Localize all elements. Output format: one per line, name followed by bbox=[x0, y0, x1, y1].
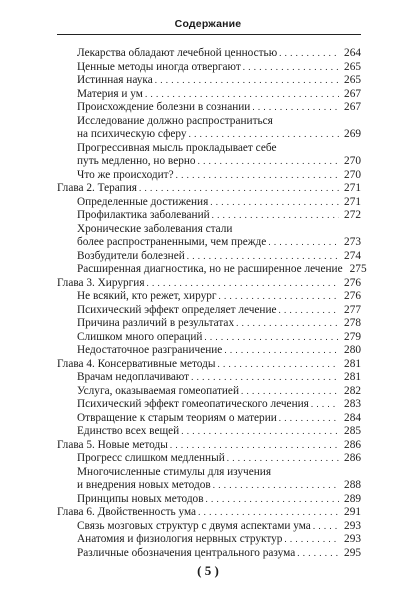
dot-leader bbox=[279, 411, 339, 425]
toc-entry-title: Что же происходит? bbox=[77, 168, 174, 181]
toc-entry-title: Возбудители болезней bbox=[77, 249, 185, 262]
toc-entry-title: Исследование должно распространиться bbox=[77, 114, 273, 127]
toc-section-entry bbox=[77, 141, 361, 155]
toc-section-entry bbox=[77, 465, 361, 479]
toc-entry-page: 276 bbox=[344, 276, 361, 289]
toc-entry-title: Определенные достижения bbox=[77, 195, 209, 208]
toc-entry-title: Причина различий в результатах bbox=[77, 317, 235, 329]
page-number: ( 5 ) bbox=[197, 563, 219, 578]
toc-entry-title: Многочисленные стимулы для изучения bbox=[77, 465, 272, 478]
toc-chapter-entry bbox=[57, 505, 361, 519]
toc-chapter-entry bbox=[57, 438, 361, 452]
toc-chapter-entry bbox=[57, 276, 361, 290]
dot-leader bbox=[279, 303, 339, 317]
toc-entry-title: Различные обозначения центрального разума bbox=[77, 546, 296, 559]
toc-entry-page: 289 bbox=[344, 492, 361, 505]
toc-entry-title: Отвращение к старым теориям о материи bbox=[77, 411, 277, 424]
dot-leader bbox=[155, 73, 339, 87]
toc-section-entry bbox=[77, 87, 361, 101]
toc-section-entry bbox=[77, 46, 361, 60]
toc-section-entry bbox=[77, 316, 361, 330]
toc-section-entry bbox=[77, 451, 361, 465]
page-header-title: Содержание bbox=[174, 18, 242, 30]
toc-entry-page: 267 bbox=[344, 87, 361, 100]
dot-leader bbox=[145, 87, 339, 101]
toc-entry-page: 274 bbox=[344, 249, 361, 262]
dot-leader bbox=[210, 195, 339, 209]
toc-entry-page: 270 bbox=[344, 155, 361, 167]
dot-leader bbox=[236, 316, 339, 330]
toc-section-entry bbox=[77, 411, 361, 425]
toc-section-entry bbox=[77, 222, 361, 236]
toc-entry-page: 288 bbox=[344, 479, 361, 491]
toc-entry-page: 269 bbox=[344, 128, 361, 140]
toc-entry-page: 282 bbox=[344, 384, 361, 397]
dot-leader bbox=[187, 249, 339, 263]
toc-entry-title: Психический эффект определяет лечение bbox=[77, 303, 277, 316]
toc-section-entry bbox=[77, 100, 361, 114]
toc-section-entry bbox=[77, 532, 361, 546]
toc-entry-page: 271 bbox=[344, 195, 361, 208]
dot-leader bbox=[224, 343, 339, 357]
toc-section-entry bbox=[77, 397, 361, 411]
toc-section-entry bbox=[77, 384, 361, 398]
dot-leader bbox=[198, 505, 339, 519]
toc-section-entry bbox=[77, 127, 361, 141]
toc-entry-page: 293 bbox=[344, 533, 361, 545]
toc-entry-page: 280 bbox=[344, 344, 361, 356]
dot-leader bbox=[252, 100, 339, 114]
dot-leader bbox=[227, 451, 339, 465]
dot-leader bbox=[206, 492, 339, 506]
toc-entry-title: Происхождение болезни в сознании bbox=[77, 101, 251, 113]
toc-entry-title: Связь мозговых структур с двумя аспектами ума bbox=[77, 519, 311, 532]
toc-entry-page: 265 bbox=[344, 60, 361, 73]
toc-entry-title: на психическую сферу bbox=[77, 128, 187, 140]
dot-leader bbox=[217, 357, 339, 371]
toc-entry-page: 264 bbox=[344, 47, 361, 59]
dot-leader bbox=[139, 181, 339, 195]
toc-entry-title: Единство всех вещей bbox=[77, 425, 180, 437]
toc-entry-page: 270 bbox=[344, 168, 361, 181]
dot-leader bbox=[243, 60, 339, 74]
toc-section-entry bbox=[77, 330, 361, 344]
dot-leader bbox=[170, 438, 339, 452]
toc-entry-page: 272 bbox=[344, 209, 361, 221]
toc-section-entry bbox=[77, 168, 361, 182]
toc-entry-title: Недостаточное разграничение bbox=[77, 344, 223, 356]
toc-section-entry bbox=[77, 154, 361, 168]
toc-entry-page: 279 bbox=[344, 330, 361, 343]
toc-entry-title: Глава 5. Новые методы bbox=[57, 438, 168, 451]
toc-section-entry bbox=[77, 492, 361, 506]
toc-section-entry bbox=[77, 114, 361, 128]
toc-entry-title: Глава 4. Консервативные методы bbox=[57, 357, 216, 370]
toc-entry-title: Прогрессивная мысль прокладывает себе bbox=[77, 141, 277, 154]
toc-chapter-entry bbox=[57, 181, 361, 195]
dot-leader bbox=[297, 546, 339, 560]
toc-section-entry bbox=[77, 249, 361, 263]
toc-entry-title: Не всякий, кто режет, хирург bbox=[77, 290, 217, 302]
dot-leader bbox=[181, 424, 339, 438]
toc-entry-page: 293 bbox=[344, 519, 361, 532]
toc-entry-title: Хронические заболевания стали bbox=[77, 222, 233, 235]
toc-section-entry bbox=[77, 303, 361, 317]
toc-entry-page: 267 bbox=[344, 101, 361, 113]
toc-entry-page: 278 bbox=[344, 317, 361, 329]
toc-section-entry bbox=[77, 478, 361, 492]
toc-entry-title: Слишком много операций bbox=[77, 330, 203, 343]
toc-entry-title: Материя и ум bbox=[77, 87, 143, 100]
toc-entry-page: 285 bbox=[344, 425, 361, 437]
toc-entry-title: Ценные методы иногда отвергают bbox=[77, 60, 241, 73]
toc-section-entry bbox=[77, 60, 361, 74]
toc-section-entry bbox=[77, 546, 361, 560]
toc-entry-title: Анатомия и физиология нервных структур bbox=[77, 533, 283, 545]
toc-entry-page: 281 bbox=[344, 371, 361, 383]
toc-entry-title: Глава 2. Терапия bbox=[57, 182, 137, 194]
toc-entry-title: Услуга, оказываемая гомеопатией bbox=[77, 384, 239, 397]
toc-entry-page: 283 bbox=[344, 398, 361, 410]
dot-leader bbox=[241, 384, 339, 398]
toc-entry-page: 295 bbox=[344, 546, 361, 559]
toc-entry-title: Психический эффект гомеопатического лечения bbox=[77, 398, 309, 410]
toc-section-entry bbox=[77, 195, 361, 209]
toc-entry-title: Лекарства обладают лечебной ценностью bbox=[77, 47, 278, 59]
toc-section-entry bbox=[77, 208, 361, 222]
dot-leader bbox=[268, 235, 339, 249]
toc-section-entry bbox=[77, 73, 361, 87]
toc-entry-title: более распространенными, чем прежде bbox=[77, 236, 267, 248]
toc-entry-page: 286 bbox=[344, 438, 361, 451]
toc-entry-title: Профилактика заболеваний bbox=[77, 209, 210, 221]
toc-entry-title: путь медленно, но верно bbox=[77, 155, 196, 167]
toc-section-entry bbox=[77, 519, 361, 533]
toc-section-entry bbox=[77, 424, 361, 438]
toc-entry-title: Врачам недоплачивают bbox=[77, 371, 190, 383]
dot-leader bbox=[284, 532, 339, 546]
dot-leader bbox=[313, 519, 339, 533]
toc-entry-page: 286 bbox=[344, 452, 361, 464]
toc-entry-page: 291 bbox=[344, 506, 361, 518]
toc-entry-title: Глава 6. Двойственность ума bbox=[57, 506, 197, 518]
dot-leader bbox=[279, 46, 339, 60]
toc-section-entry bbox=[77, 343, 361, 357]
dot-leader bbox=[311, 397, 339, 411]
toc-section-entry bbox=[77, 289, 361, 303]
toc-entry-title: Принципы новых методов bbox=[77, 492, 204, 505]
toc-entry-page: 265 bbox=[344, 74, 361, 86]
dot-leader bbox=[176, 168, 339, 182]
toc-entry-title: и внедрения новых методов bbox=[77, 479, 211, 491]
dot-leader bbox=[198, 154, 339, 168]
toc-entry-page: 277 bbox=[344, 303, 361, 316]
dot-leader bbox=[147, 276, 339, 290]
toc-entry-page: 275 bbox=[349, 263, 367, 275]
toc-entry-page: 281 bbox=[344, 357, 361, 370]
dot-leader bbox=[191, 370, 339, 384]
dot-leader bbox=[204, 330, 339, 344]
toc-entry-title: Прогресс слишком медленный bbox=[77, 452, 225, 464]
toc-chapter-entry bbox=[57, 357, 361, 371]
toc-entry-page: 271 bbox=[344, 182, 361, 194]
header-rule bbox=[57, 34, 361, 35]
toc-entry-page: 276 bbox=[344, 290, 361, 302]
toc-entry-page: 284 bbox=[344, 411, 361, 424]
toc-section-entry bbox=[77, 235, 361, 249]
toc-entry-title: Глава 3. Хирургия bbox=[57, 276, 145, 289]
dot-leader bbox=[212, 208, 339, 222]
dot-leader bbox=[219, 289, 340, 303]
toc-section-entry bbox=[77, 262, 367, 276]
dot-leader bbox=[189, 127, 339, 141]
toc-entry-title: Расширенная диагностика, но не расширенное лечение bbox=[77, 263, 343, 275]
dot-leader bbox=[213, 478, 339, 492]
toc-entry-title: Истинная наука bbox=[77, 74, 153, 86]
toc-entry-page: 273 bbox=[344, 236, 361, 248]
toc-section-entry bbox=[77, 370, 361, 384]
